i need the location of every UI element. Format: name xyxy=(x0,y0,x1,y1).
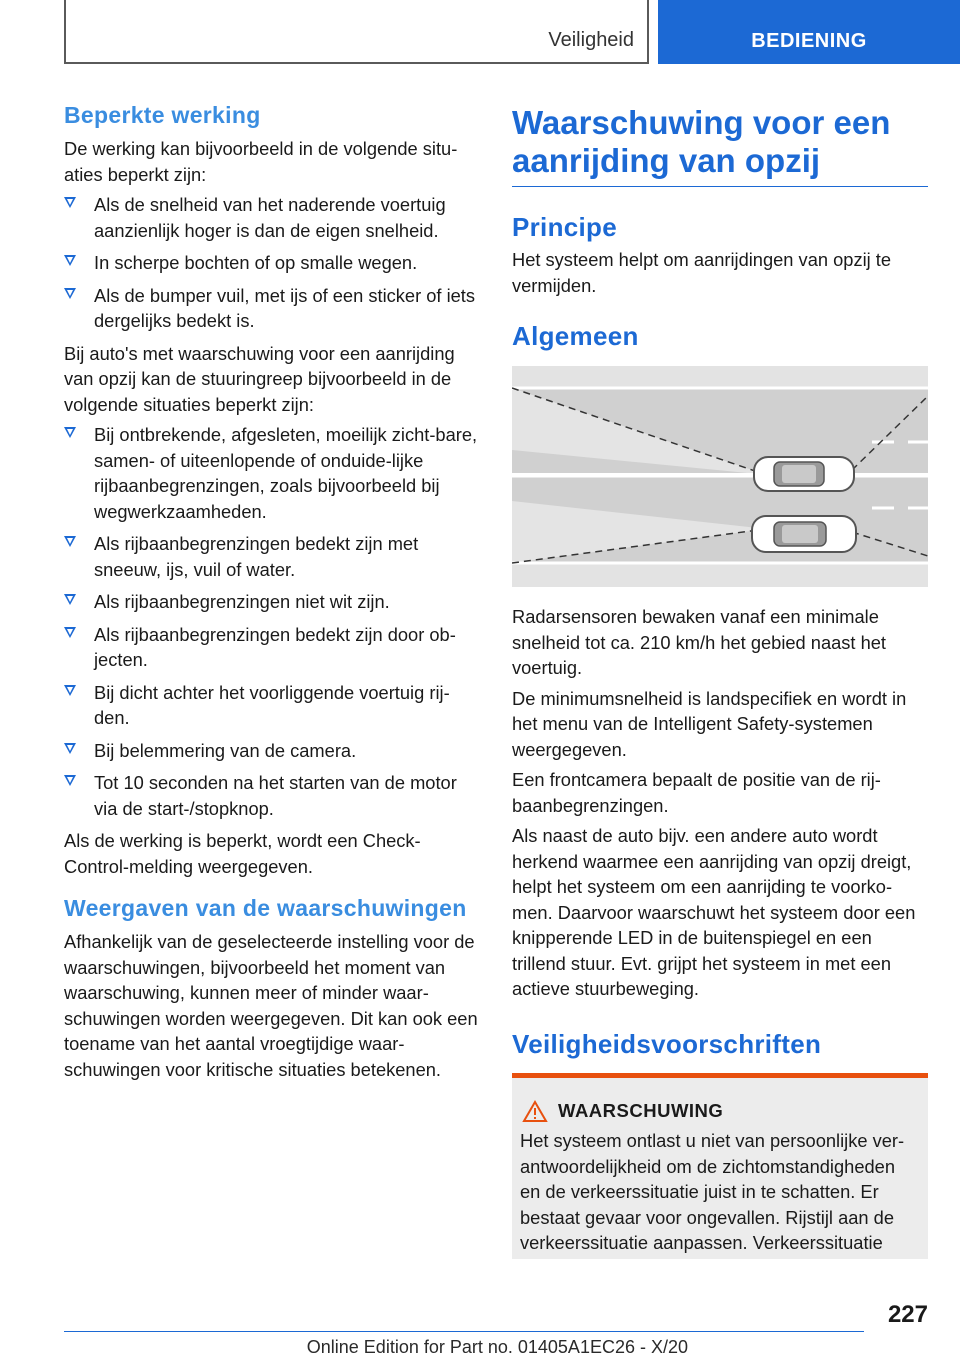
paragraph-side-vehicle: Als naast de auto bijv. een andere auto wordt herkend waarmee een aanrijding van opzij dreigt, helpt het systeem om een aanrijding te voorko-men. Daarvoor waarschuwt het systeem door een knipperende LED in de buitenspiegel en een trillend stuur. Evt. grijpt het systeem in met een actieve stuurbeweging. xyxy=(512,825,916,999)
page-number: 227 xyxy=(887,1301,928,1328)
paragraph-side-collision: Bij auto's met waarschuwing voor een aanrijding van opzij kan de stuuringreep bijvoorbeeld in de volgende situaties beperkt zijn: xyxy=(64,342,455,415)
triangle-bullet-icon xyxy=(64,685,76,696)
heading-limited-function: Beperkte werking xyxy=(64,102,261,128)
header-section-title: Veiligheid xyxy=(548,29,634,51)
triangle-bullet-icon xyxy=(64,627,76,638)
paragraph-min-speed: De minimumsnelheid is landspecifiek en wordt in het menu van de Intelligent Safety-systemen weergegeven. xyxy=(512,687,907,760)
heading-safety: Veiligheidsvoorschriften xyxy=(512,1028,822,1059)
list-item: Bij ontbrekende, afgesleten, moeilijk zicht-bare, samen- of uiteenlopende of onduide-lijke rijbaanbegrenzingen, zoals bijvoorbeeld bij wegwerkzaamheden. xyxy=(64,422,480,524)
paragraph-principle: Het systeem helpt om aanrijdingen van opzij te vermijden. xyxy=(512,249,892,296)
warning-box xyxy=(512,1073,928,1259)
page-header xyxy=(0,0,960,66)
footer-divider xyxy=(64,1331,864,1332)
heading-principle: Principe xyxy=(512,212,617,242)
list-item: Als de bumper vuil, met ijs of een sticker of iets dergelijks bedekt is. xyxy=(64,283,480,334)
list-item: Als de snelheid van het naderende voertuig aanzienlijk hoger is dan de eigen snelheid. xyxy=(64,192,480,243)
list-item: Tot 10 seconden na het starten van de motor via de start-/stopknop. xyxy=(64,770,480,821)
triangle-bullet-icon xyxy=(64,197,76,208)
triangle-bullet-icon xyxy=(64,594,76,605)
paragraph-camera: Een frontcamera bepaalt de positie van de rij-baanbegrenzingen. xyxy=(512,769,881,816)
triangle-bullet-icon xyxy=(64,255,76,266)
triangle-bullet-icon xyxy=(64,743,76,754)
heading-general: Algemeen xyxy=(512,321,639,351)
list-item: Bij belemmering van de camera. xyxy=(64,738,480,764)
car-icon xyxy=(754,457,854,491)
triangle-bullet-icon xyxy=(64,536,76,547)
section-title: Waarschuwing voor een aanrijding van opzij xyxy=(512,104,928,187)
triangle-bullet-icon xyxy=(64,775,76,786)
radar-coverage-illustration xyxy=(512,366,928,587)
paragraph-warning-displays: Afhankelijk van de geselecteerde instelling voor de waarschuwingen, bijvoorbeeld het moment van waarschuwing, kunnen meer of minder waar-schuwingen worden weergegeven. Dit kan ook een toename van het aantal vroegtijdige waar-schuwingen voor kritische situaties betekenen. xyxy=(64,931,478,1080)
warning-title: WAARSCHUWING xyxy=(558,1100,724,1121)
right-column xyxy=(512,100,928,1064)
footer-edition: Online Edition for Part no. 01405A1EC26 - X/20 xyxy=(306,1337,688,1357)
warning-text: Het systeem ontlast u niet van persoonlijke ver-antwoordelijkheid om de zichtomstandigheden en de verkeerssituatie juist in te schatten. Er bestaat gevaar voor ongevallen. Rijstijl aan de verkeerssituatie aanpassen. Verkeerssituatie xyxy=(520,1130,905,1253)
triangle-bullet-icon xyxy=(64,288,76,299)
list-item: Als rijbaanbegrenzingen bedekt zijn door ob-jecten. xyxy=(64,622,480,673)
heading-warning-displays: Weergaven van de waarschuwingen xyxy=(64,895,467,921)
triangle-bullet-icon xyxy=(64,427,76,438)
list-item: Als rijbaanbegrenzingen bedekt zijn met sneeuw, ijs, vuil of water. xyxy=(64,531,480,582)
list-item: In scherpe bochten of op smalle wegen. xyxy=(64,250,480,276)
paragraph-check-control: Als de werking is beperkt, wordt een Check-Control-melding weergegeven. xyxy=(64,830,421,877)
list-item: Bij dicht achter het voorliggende voertuig rij-den. xyxy=(64,680,480,731)
car-icon xyxy=(752,516,856,552)
list-limitations-1 xyxy=(64,192,480,334)
paragraph-limited-intro: De werking kan bijvoorbeeld in de volgende situ-aties beperkt zijn: xyxy=(64,138,458,185)
list-item: Als rijbaanbegrenzingen niet wit zijn. xyxy=(64,589,480,615)
left-column xyxy=(64,100,480,1087)
header-chapter-tab: BEDIENING xyxy=(658,0,960,64)
warning-triangle-icon xyxy=(522,1100,548,1123)
list-limitations-2 xyxy=(64,422,480,821)
paragraph-radar: Radarsensoren bewaken vanaf een minimale snelheid tot ca. 210 km/h het gebied naast het voertuig. xyxy=(512,606,887,678)
